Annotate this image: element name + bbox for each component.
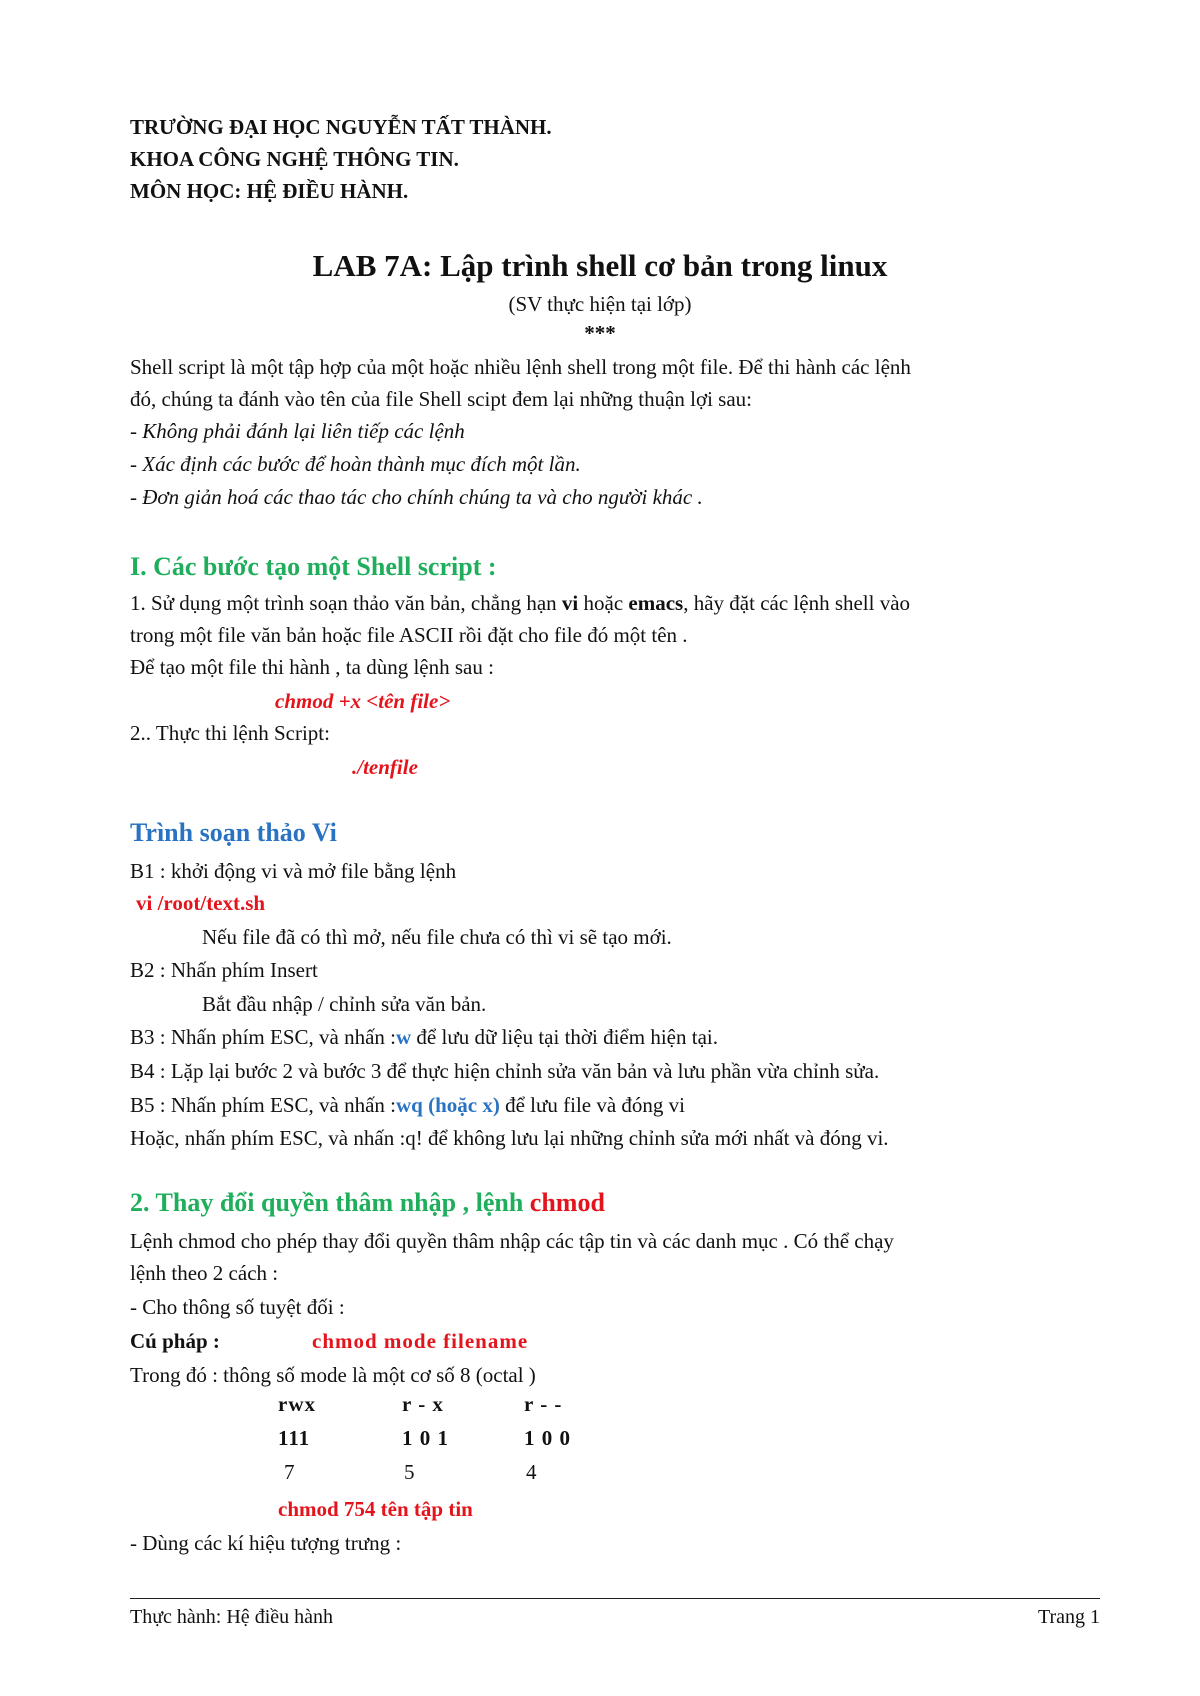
perm-cell: r - x — [402, 1392, 444, 1416]
b3-key: w — [396, 1025, 412, 1049]
vi-alt-quit: Hoặc, nhấn phím ESC, và nhấn :q! để không lưu lại những chỉnh sửa mới nhất và đóng vi. — [130, 1126, 889, 1150]
section1-step2: 2.. Thực thi lệnh Script: — [130, 721, 330, 745]
octal-cell: 5 — [404, 1460, 416, 1484]
section2-absolute: - Cho thông số tuyệt đối : — [130, 1295, 345, 1319]
section2-heading — [130, 1188, 605, 1218]
intro-bullet: - Không phải đánh lại liên tiếp các lệnh — [130, 419, 465, 443]
page-title: LAB 7A: Lập trình shell cơ bản trong linux — [312, 248, 888, 283]
intro-bullet: - Đơn giản hoá các thao tác cho chính chúng ta và cho người khác . — [130, 485, 703, 509]
intro-line-2: đó, chúng ta đánh vào tên của file Shell scipt đem lại những thuận lợi sau: — [130, 387, 753, 411]
b3-text: để lưu dữ liệu tại thời điểm hiện tại. — [411, 1025, 718, 1049]
chmod-command: chmod +x <tên file> — [275, 689, 451, 713]
intro-line-1: Shell script là một tập hợp của một hoặc nhiều lệnh shell trong một file. Để thi hành các lệnh — [130, 355, 911, 379]
syntax-label: Cú pháp : — [130, 1329, 220, 1353]
step1-emacs: emacs — [628, 591, 684, 615]
section2-desc-1: Lệnh chmod cho phép thay đổi quyền thâm nhập các tập tin và các danh mục . Có thể chạy — [130, 1229, 894, 1253]
section2-heading-text: 2. Thay đổi quyền thâm nhập , lệnh — [130, 1188, 530, 1217]
perm-cell: rwx — [278, 1392, 316, 1416]
section2-heading-cmd: chmod — [529, 1188, 605, 1217]
vi-step-b1: B1 : khởi động vi và mở file bằng lệnh — [130, 859, 457, 883]
section1-step1-line2: trong một file văn bản hoặc file ASCII rồi đặt cho file đó một tên . — [130, 623, 688, 647]
vi-step-b4: B4 : Lặp lại bước 2 và bước 3 để thực hiện chỉnh sửa văn bản và lưu phần vừa chỉnh sửa. — [130, 1059, 880, 1083]
step1-text: hoặc — [578, 591, 629, 615]
intro-bullet: - Xác định các bước để hoàn thành mục đích một lần. — [130, 452, 581, 476]
step1-text: 1. Sử dụng một trình soạn thảo văn bản, chẳng hạn — [130, 591, 562, 615]
section1-step1 — [130, 588, 910, 618]
vi-b2-note: Bắt đầu nhập / chỉnh sửa văn bản. — [202, 992, 487, 1016]
octal-cell: 7 — [284, 1460, 296, 1484]
step1-vi: vi — [561, 591, 579, 615]
footer-divider — [130, 1598, 1100, 1599]
course-name: MÔN HỌC: HỆ ĐIỀU HÀNH. — [130, 179, 409, 203]
section2-symbolic: - Dùng các kí hiệu tượng trưng : — [130, 1531, 402, 1555]
vi-heading: Trình soạn thảo Vi — [130, 818, 337, 847]
syntax-command: chmod mode filename — [312, 1329, 529, 1353]
b5-key: wq (hoặc x) — [396, 1093, 500, 1117]
faculty-name: KHOA CÔNG NGHỆ THÔNG TIN. — [130, 147, 459, 171]
vi-step-b2: B2 : Nhấn phím Insert — [130, 958, 318, 982]
vi-open-command: vi /root/text.sh — [136, 891, 266, 915]
bits-cell: 1 0 0 — [524, 1426, 571, 1450]
separator-stars: *** — [584, 321, 616, 345]
section2-desc-2: lệnh theo 2 cách : — [130, 1261, 279, 1285]
b5-text: B5 : Nhấn phím ESC, và nhấn : — [130, 1093, 396, 1117]
section1-heading: I. Các bước tạo một Shell script : — [130, 552, 497, 581]
vi-b1-note: Nếu file đã có thì mở, nếu file chưa có thì vi sẽ tạo mới. — [202, 925, 672, 949]
perm-cell: r - - — [524, 1392, 563, 1416]
mode-note: Trong đó : thông số mode là một cơ số 8 (octal ) — [130, 1363, 536, 1387]
footer-page-number: Trang 1 — [1037, 1606, 1100, 1628]
page-subtitle: (SV thực hiện tại lớp) — [508, 292, 692, 316]
run-command: ./tenfile — [352, 755, 418, 779]
exec-note: Để tạo một file thi hành , ta dùng lệnh sau : — [130, 655, 494, 679]
chmod-example: chmod 754 tên tập tin — [278, 1497, 473, 1521]
b3-text: B3 : Nhấn phím ESC, và nhấn : — [130, 1025, 396, 1049]
step1-text: , hãy đặt các lệnh shell vào — [683, 591, 911, 615]
school-name: TRƯỜNG ĐẠI HỌC NGUYỄN TẤT THÀNH. — [130, 115, 552, 139]
bits-cell: 1 0 1 — [402, 1426, 449, 1450]
vi-step-b3 — [130, 1022, 718, 1052]
bits-cell: 111 — [278, 1426, 311, 1450]
footer-course: Thực hành: Hệ điều hành — [130, 1606, 333, 1628]
octal-cell: 4 — [526, 1460, 538, 1484]
vi-step-b5 — [130, 1090, 685, 1120]
b5-text: để lưu file và đóng vi — [499, 1093, 686, 1117]
